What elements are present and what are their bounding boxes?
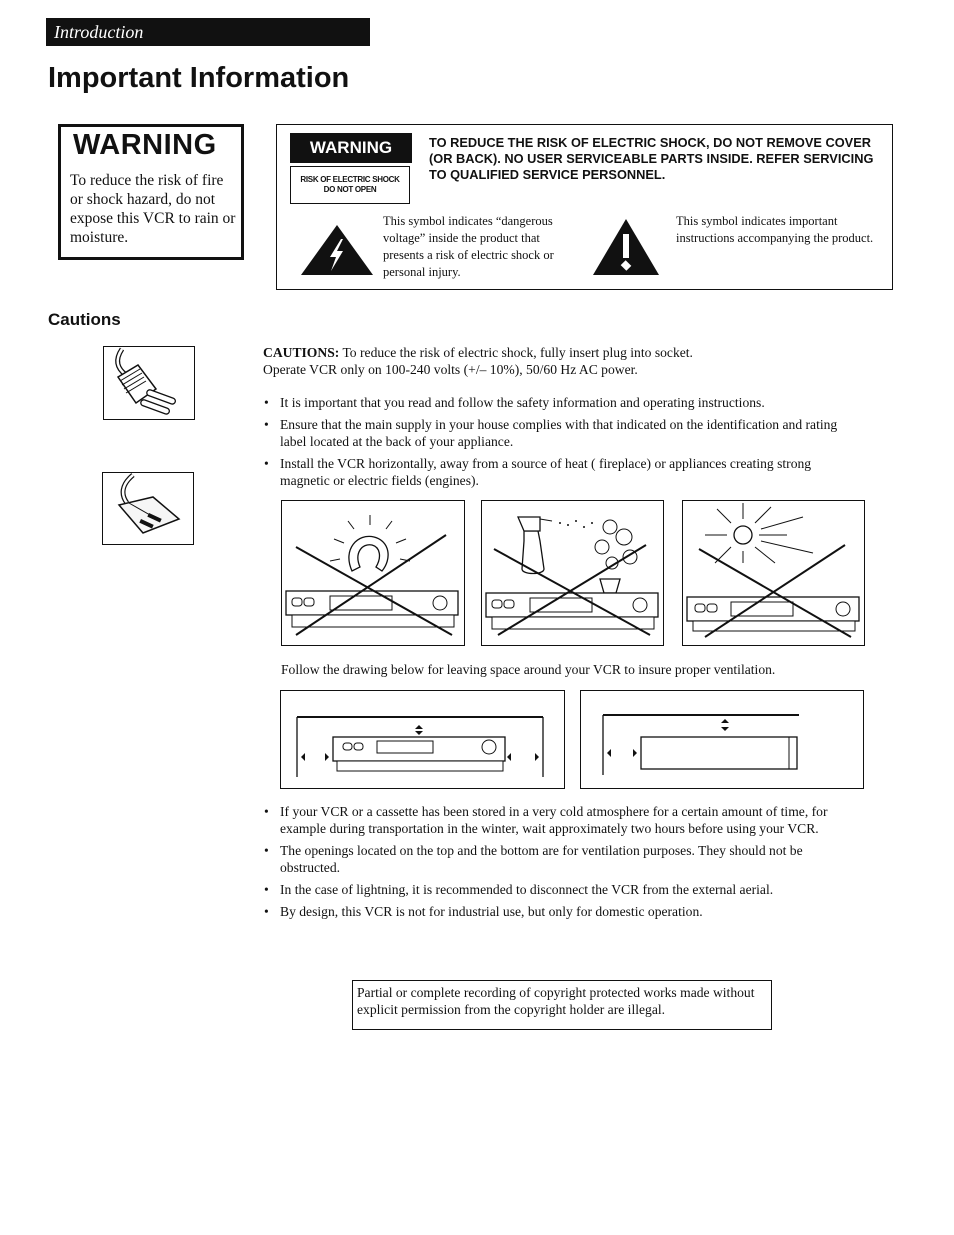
no-magnet-illustration [281,500,465,646]
power-text: Operate VCR only on 100-240 volts (+/– 10%), 50/60 Hz AC power. [263,362,638,377]
warning-box [58,124,244,260]
ventilation-text: Follow the drawing below for leaving space around your VCR to insure proper ventilation. [281,662,776,677]
vcr-front-clearance-icon [281,691,564,788]
no-sun-illustration [682,500,865,646]
magnet-near-vcr-icon [282,501,464,645]
risk-label [290,166,410,204]
section-tab: Introduction [46,18,370,46]
list-item: • It is important that you read and follow the safety information and operating instructions. [263,394,863,411]
sun-near-vcr-icon [683,501,864,645]
ventilation-side-illustration [580,690,864,789]
risk-label-line2: DO NOT OPEN [323,185,377,194]
vcr-side-clearance-icon [581,691,863,788]
cautions-lead-label: CAUTIONS: [263,345,340,360]
cautions-lead-text: To reduce the risk of electric shock, fully insert plug into socket. [342,345,693,360]
instructions-symbol-text: This symbol indicates important instructions accompanying the product. [676,214,874,245]
list-item: • If your VCR or a cassette has been stored in a very cold atmosphere for a certain amount of time, for example during transportation in the winter, wait approximately two hours before using your VCR. [263,803,863,837]
plug-illustration [103,346,195,420]
warning-box-text: To reduce the risk of fire or shock hazard, do not expose this VCR to rain or moisture. [70,172,236,246]
list-item: • Install the VCR horizontally, away from a source of heat ( fireplace) or appliances creating strong magnetic or electric fields (engines). [263,455,863,489]
voltage-symbol-text: This symbol indicates “dangerous voltage” inside the product that presents a risk of electric shock or personal injury. [383,214,554,279]
caution-list-bottom [263,803,863,925]
spray-plant-near-vcr-icon [482,501,663,645]
list-item: • Ensure that the main supply in your house complies with that indicated on the identification and rating label located at the back of your appliance. [263,416,863,450]
cautions-heading: Cautions [48,310,121,329]
caution-list-top [263,394,863,494]
cautions-lead [263,344,863,378]
plug-icon [104,347,194,419]
lightning-triangle-icon [299,223,375,277]
socket-plug-icon [103,473,193,544]
shock-warning-panel [276,124,893,290]
page-title: Important Information [48,62,350,94]
ventilation-front-illustration [280,690,565,789]
shock-warning-label: WARNING [290,133,412,163]
exclamation-triangle-icon [591,217,661,277]
shock-caps-text: TO REDUCE THE RISK OF ELECTRIC SHOCK, DO NOT REMOVE COVER (OR BACK). NO USER SERVICEABLE PARTS INSIDE. REFER SERVICING TO QUALIFIED SERVICE PERSONNEL. [429,135,874,182]
list-item: • The openings located on the top and the bottom are for ventilation purposes. They should not be obstructed. [263,842,863,876]
risk-label-line1: RISK OF ELECTRIC SHOCK [300,175,400,184]
list-item: • By design, this VCR is not for industrial use, but only for domestic operation. [263,903,863,920]
socket-plug-illustration [102,472,194,545]
no-liquid-illustration [481,500,664,646]
copyright-notice: Partial or complete recording of copyright protected works made without explicit permission from the copyright holder are illegal. [352,980,772,1030]
warning-box-title: WARNING [73,129,217,161]
list-item: • In the case of lightning, it is recommended to disconnect the VCR from the external aerial. [263,881,863,898]
